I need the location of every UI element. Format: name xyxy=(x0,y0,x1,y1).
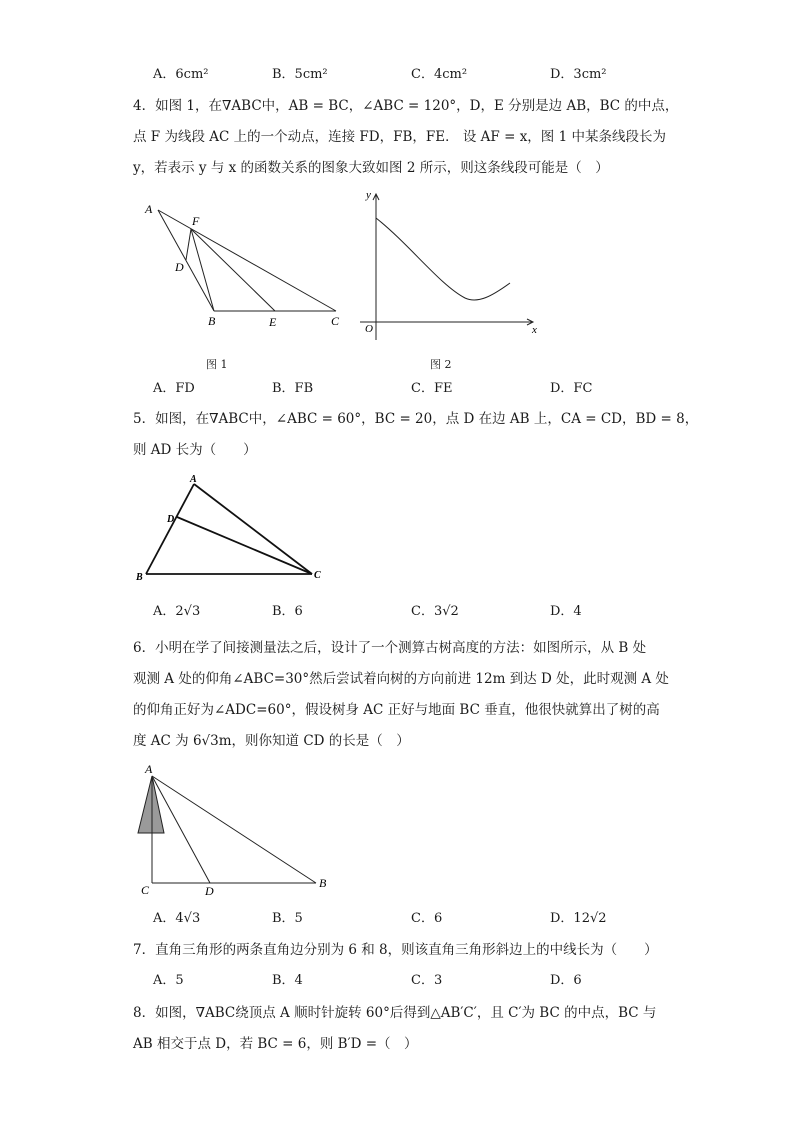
q4-fig1-label-b: B xyxy=(208,314,216,328)
q4-segment-fd xyxy=(186,229,191,260)
q5-label-b: B xyxy=(136,572,143,583)
q4-option-d: D．FC xyxy=(550,381,593,396)
q4-figure-1 xyxy=(158,210,336,311)
q5-option-c: C．3√2 xyxy=(411,604,459,619)
q6-figure xyxy=(138,776,316,883)
q4-text-line3: y，若表示 y 与 x 的函数关系的图象大致如图 2 所示，则这条线段可能是（ ） xyxy=(133,160,609,176)
q6-label-d: D xyxy=(205,884,214,898)
q3-option-c: C．4cm² xyxy=(411,67,468,82)
q5-segment-ab xyxy=(146,484,194,574)
q5-figure xyxy=(146,484,312,574)
q6-text-line4: 度 AC 为 6√3m，则你知道 CD 的长是（ ） xyxy=(133,733,410,749)
q8-text-line2: AB 相交于点 D，若 BC = 6，则 B′D =（ ） xyxy=(133,1036,418,1052)
q5-text-line2: 则 AD 长为（ ） xyxy=(133,442,257,458)
q5-label-c: C xyxy=(314,570,321,581)
q5-option-d: D．4 xyxy=(550,604,582,619)
q4-fig2-label-o: O xyxy=(365,323,373,335)
q4-figure-2 xyxy=(360,194,533,340)
q4-option-a: A．FD xyxy=(153,381,195,396)
q3-option-a: A．6cm² xyxy=(153,67,209,82)
q4-fig1-label-c: C xyxy=(331,314,340,328)
q4-fig2-caption: 图 2 xyxy=(430,358,452,371)
q4-fig1-label-f: F xyxy=(192,214,200,228)
q6-segment-ab xyxy=(152,776,316,883)
q4-option-b: B．FB xyxy=(272,381,314,396)
q6-label-c: C xyxy=(141,883,150,897)
q7-option-c: C．3 xyxy=(411,973,443,988)
q4-fig1-label-e: E xyxy=(269,315,277,329)
q4-fig1-caption: 图 1 xyxy=(206,358,228,371)
q4-text-line1: 4．如图 1，在∇ABC中，AB = BC，∠ABC = 120°，D，E 分别是边 AB，BC 的中点， xyxy=(133,98,679,114)
q4-segment-ac xyxy=(158,210,336,311)
q6-option-c: C．6 xyxy=(411,911,443,926)
q7-option-b: B．4 xyxy=(272,973,303,988)
q4-option-c: C．FE xyxy=(411,381,453,396)
q8-text-line1: 8．如图，∇ABC绕顶点 A 顺时针旋转 60°后得到△AB′C′，且 C′为 BC 的中点，BC 与 xyxy=(133,1005,657,1021)
q4-text-line2: 点 F 为线段 AC 上的一个动点，连接 FD，FB，FE． 设 AF = x，图 1 中某条线段长为 xyxy=(133,129,666,145)
q6-text-line2: 观测 A 处的仰角∠ABC=30°然后尝试着向树的方向前进 12m 到达 D 处，此时观测 A 处 xyxy=(133,671,669,687)
q4-segment-fb xyxy=(191,229,214,311)
q6-label-b: B xyxy=(319,876,327,890)
q4-fig2-label-y: y xyxy=(366,189,371,201)
q5-option-a: A．2√3 xyxy=(153,604,201,619)
q5-segment-cd xyxy=(177,517,312,574)
q4-fig1-label-a: A xyxy=(145,202,153,216)
q3-option-b: B．5cm² xyxy=(272,67,328,82)
q5-text-line1: 5．如图，在∇ABC中，∠ABC = 60°，BC = 20，点 D 在边 AB 上，CA = CD，BD = 8， xyxy=(133,411,699,427)
q5-segment-ac xyxy=(194,484,312,574)
q5-label-d: D xyxy=(167,514,175,525)
q4-fig1-label-d: D xyxy=(175,260,184,274)
q3-option-d: D．3cm² xyxy=(550,67,607,82)
q7-text-line1: 7．直角三角形的两条直角边分别为 6 和 8，则该直角三角形斜边上的中线长为（ ） xyxy=(133,942,658,958)
q6-text-line1: 6．小明在学了间接测量法之后，设计了一个测算古树高度的方法：如图所示，从 B 处 xyxy=(133,640,647,656)
q6-label-a: A xyxy=(145,762,153,776)
q7-option-d: D．6 xyxy=(550,973,582,988)
q4-segment-fe xyxy=(191,229,275,311)
q5-label-a: A xyxy=(190,474,197,485)
q6-tree-crown xyxy=(138,776,164,833)
q4-fig2-label-x: x xyxy=(532,324,537,336)
q6-option-d: D．12√2 xyxy=(550,911,607,926)
q6-option-a: A．4√3 xyxy=(153,911,201,926)
q6-text-line3: 的仰角正好为∠ADC=60°，假设树身 AC 正好与地面 BC 垂直，他很快就算出了树的高 xyxy=(133,702,660,718)
q5-option-b: B．6 xyxy=(272,604,303,619)
q6-option-b: B．5 xyxy=(272,911,303,926)
q4-fig2-curve xyxy=(376,218,510,300)
q4-segment-ab xyxy=(158,210,214,311)
q7-option-a: A．5 xyxy=(153,973,184,988)
